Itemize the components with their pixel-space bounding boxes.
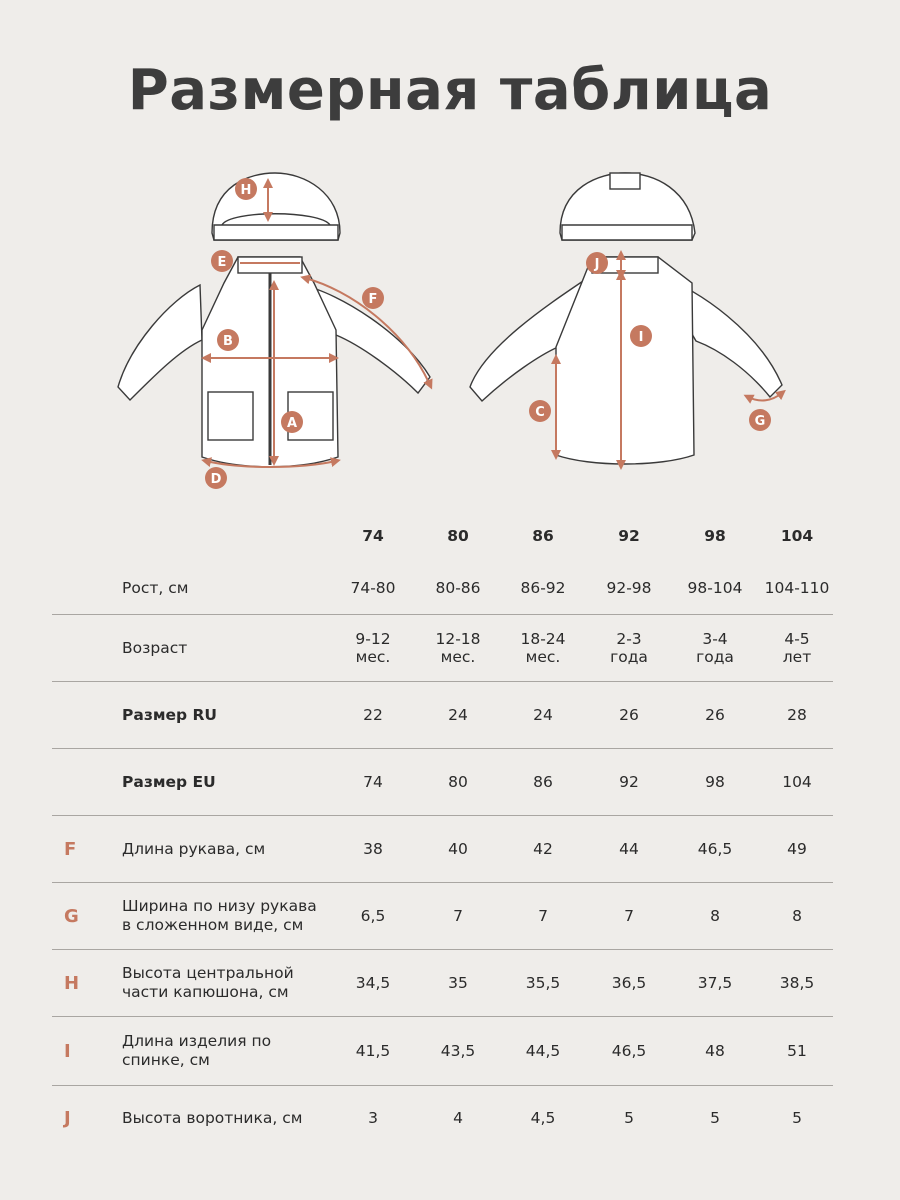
table-cell: 8 [710,907,720,925]
table-cell: 41,5 [355,1042,391,1060]
table-cell: 3-4 года [696,630,734,666]
table-row [52,816,833,883]
row-label: Длина изделия по спинке, см [122,1032,272,1069]
back-hood [560,173,695,240]
size-header: 92 [618,527,640,545]
table-cell: 7 [538,907,548,925]
table-row [52,950,833,1017]
table-cell: 92-98 [606,579,652,597]
marker-c [529,400,551,422]
marker-j [586,252,608,274]
table-cell: 4-5 лет [782,630,812,666]
table-cell: 35,5 [525,974,561,992]
table-cell: 7 [453,907,463,925]
table-cell: 42 [533,840,553,858]
table-cell: 74 [363,773,383,791]
size-header: 80 [447,527,469,545]
marker-h [235,178,257,200]
row-letter: J [64,1107,71,1129]
table-cell: 7 [624,907,634,925]
table-cell: 5 [710,1109,720,1127]
table-body [52,562,833,1150]
row-label: Возраст [122,638,188,657]
table-cell: 5 [624,1109,634,1127]
table-row [52,883,833,950]
table-cell: 6,5 [360,907,386,925]
table-cell: 9-12 мес. [355,630,391,666]
svg-text:D: D [210,472,222,487]
row-label: Высота центральной части капюшона, см [122,964,294,1001]
table-cell: 38,5 [779,974,815,992]
table-cell: 4,5 [530,1109,556,1127]
table-cell: 24 [448,706,468,724]
table-cell: 4 [453,1109,463,1127]
table-cell: 8 [792,907,802,925]
size-table [52,510,833,1150]
row-label: Высота воротника, см [122,1108,303,1127]
front-hood [212,173,340,240]
table-cell: 44,5 [525,1042,561,1060]
table-cell: 74-80 [350,579,396,597]
table-cell: 40 [448,840,468,858]
table-row [52,1086,833,1150]
size-header: 74 [362,527,384,545]
page-title: Размерная таблица [127,58,773,123]
table-cell: 51 [787,1042,807,1060]
table-row [52,1017,833,1086]
marker-e [211,250,233,272]
table-cell: 80-86 [435,579,481,597]
svg-text:B: B [223,334,233,349]
jacket-illustration [100,165,800,495]
table-cell: 35 [448,974,468,992]
table-cell: 26 [705,706,725,724]
table-cell: 46,5 [697,840,733,858]
table-cell: 2-3 года [610,630,648,666]
row-label: Ширина по низу рукава в сложенном виде, см [122,897,317,934]
table-row [52,615,833,682]
row-letter: G [64,905,79,927]
row-letter: H [64,972,80,994]
table-cell: 86 [533,773,553,791]
table-cell: 37,5 [697,974,733,992]
table-cell: 18-24 мес. [520,630,566,666]
size-header: 98 [704,527,726,545]
table-cell: 44 [619,840,639,858]
marker-a [281,411,303,433]
table-cell: 3 [368,1109,378,1127]
table-row [52,562,833,615]
table-cell: 34,5 [355,974,391,992]
row-label: Длина рукава, см [122,839,266,858]
svg-text:C: C [535,405,545,420]
table-cell: 104 [782,773,812,791]
table-cell: 49 [787,840,807,858]
marker-f [362,287,384,309]
table-cell: 28 [787,706,807,724]
svg-text:J: J [594,257,600,272]
table-cell: 92 [619,773,639,791]
marker-g [749,409,771,431]
table-cell: 104-110 [764,579,830,597]
table-cell: 24 [533,706,553,724]
table-cell: 98 [705,773,725,791]
marker-d [205,467,227,489]
size-header: 104 [780,527,814,545]
table-cell: 36,5 [611,974,647,992]
svg-text:H: H [240,183,252,198]
table-cell: 98-104 [687,579,743,597]
table-cell: 12-18 мес. [435,630,481,666]
table-cell: 86-92 [520,579,566,597]
table-cell: 43,5 [440,1042,476,1060]
size-header: 86 [532,527,554,545]
row-letter: I [64,1040,71,1062]
table-cell: 22 [363,706,383,724]
back-jacket [470,257,782,464]
svg-text:I: I [638,330,644,345]
table-cell: 26 [619,706,639,724]
table-cell: 46,5 [611,1042,647,1060]
svg-text:E: E [217,255,227,270]
row-letter: F [64,838,77,860]
table-cell: 80 [448,773,468,791]
row-label: Размер EU [122,772,216,791]
table-cell: 48 [705,1042,725,1060]
table-row [52,749,833,816]
table-cell: 38 [363,840,383,858]
row-label: Рост, см [122,578,189,597]
svg-text:F: F [368,292,378,307]
marker-b [217,329,239,351]
table-cell: 5 [792,1109,802,1127]
row-label: Размер RU [122,705,218,724]
svg-text:G: G [754,414,766,429]
table-row [52,682,833,749]
marker-i [630,325,652,347]
table-header-row [52,510,833,562]
svg-text:A: A [286,416,298,431]
